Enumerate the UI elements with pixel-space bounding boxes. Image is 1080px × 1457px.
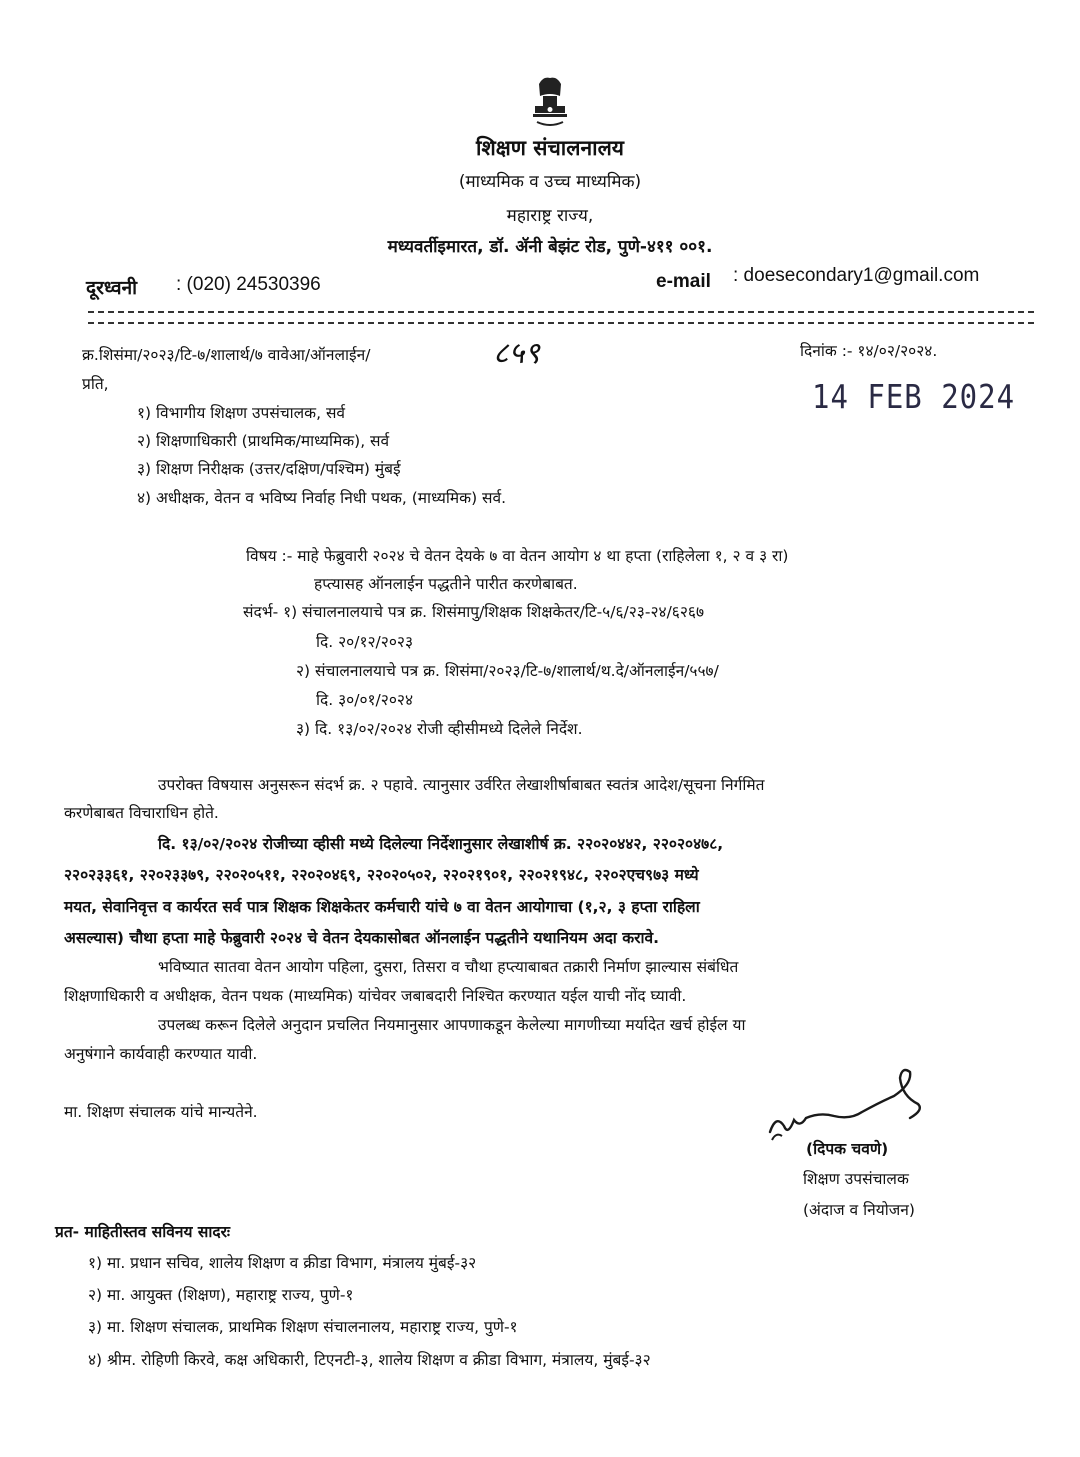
paragraph-line: मयत, सेवानिवृत्त व कार्यरत सर्व पात्र शिक्षक शिक्षकेतर कर्मचारी यांचे ७ वा वेतन आयोगाचा (१,२, ३ हप्ता राहिला: [64, 898, 700, 916]
reference-date: दि. २०/१२/२०२३: [316, 633, 414, 651]
phone-number: : (020) 24530396: [176, 274, 321, 295]
reference-number: क्र.शिसंमा/२०२३/टि-७/शालार्थ/७ वावेआ/ऑनलाईन/: [82, 346, 371, 364]
paragraph-line: करणेबाबत विचाराधिन होते.: [64, 804, 219, 822]
subject-line: विषय :- माहे फेब्रुवारी २०२४ चे वेतन देयके ७ वा वेतन आयोग ४ था हप्ता (राहिलेला १, २ व ३ रा): [246, 547, 789, 565]
paragraph-line: २२०२३३६१, २२०२३३७९, २२०२०५११, २२०२०४६९, २२०२०५०२, २२०२१९०१, २२०२१९४८, २२०२एच९७३ मध्ये: [64, 866, 699, 884]
paragraph-line: शिक्षणाधिकारी व अधीक्षक, वेतन पथक (माध्यमिक) यांचेवर जबाबदारी निश्चित करण्यात यईल याची नोंद घ्यावी.: [64, 987, 687, 1005]
email-address: : doesecondary1@gmail.com: [733, 265, 980, 286]
recipient-item: ४) अधीक्षक, वेतन व भविष्य निर्वाह निधी पथक, (माध्यमिक) सर्व.: [137, 489, 507, 507]
reference-item: ३) दि. १३/०२/२०२४ रोजी व्हीसीमध्ये दिलेले निर्देश.: [296, 720, 583, 738]
paragraph-line: उपलब्ध करून दिलेले अनुदान प्रचलित नियमानुसार आपणाकडून केलेल्या मागणीच्या मर्यादेत खर्च होईल या: [158, 1016, 746, 1034]
recipient-item: १) विभागीय शिक्षण उपसंचालक, सर्व: [137, 404, 346, 422]
recipient-item: २) शिक्षणाधिकारी (प्राथमिक/माध्यमिक), सर्व: [137, 432, 390, 450]
paragraph-line: अनुषंगाने कार्यवाही करण्यात यावी.: [64, 1045, 258, 1063]
paragraph-line: दि. १३/०२/२०२४ रोजीच्या व्हीसी मध्ये दिलेल्या निर्देशानुसार लेखाशीर्ष क्र. २२०२०४४२, २२०२०४७८,: [158, 835, 724, 853]
paragraph-line: भविष्यात सातवा वेतन आयोग पहिला, दुसरा, तिसरा व चौथा हप्त्याबाबत तक्रारी निर्माण झाल्यास संबंधित: [158, 958, 739, 976]
signatory-name: (दिपक चवणे): [806, 1140, 889, 1158]
copy-item: २) मा. आयुक्त (शिक्षण), महाराष्ट्र राज्य, पुणे-१: [88, 1286, 354, 1304]
reference-date: दि. ३०/०१/२०२४: [316, 691, 414, 709]
phone-label: दूरध्वनी: [86, 278, 138, 299]
approval-note: मा. शिक्षण संचालक यांचे मान्यतेने.: [64, 1103, 258, 1121]
subject-line: हप्त्यासह ऑनलाईन पद्धतीने पारीत करणेबाबत.: [314, 575, 578, 593]
recipient-item: ३) शिक्षण निरीक्षक (उत्तर/दक्षिण/पश्चिम) मुंबई: [137, 460, 401, 478]
state-emblem-icon: [527, 74, 573, 132]
copy-item: ३) मा. शिक्षण संचालक, प्राथमिक शिक्षण संचालनालय, महाराष्ट्र राज्य, पुणे-१: [88, 1318, 518, 1336]
paragraph-line: असल्यास) चौथा हप्ता माहे फेब्रुवारी २०२४ चे वेतन देयकासोबत ऑनलाईन पद्धतीने यथानियम अदा करावे.: [64, 929, 659, 947]
divider-line: [88, 322, 1034, 324]
reference-item: २) संचालनालयाचे पत्र क्र. शिसंमा/२०२३/टि-७/शालार्थ/थ.दे/ऑनलाईन/५५७/: [296, 662, 719, 680]
office-division: (माध्यमिक व उच्च माध्यमिक): [458, 172, 642, 192]
office-state: महाराष्ट्र राज्य,: [506, 206, 594, 226]
office-address: मध्यवर्तीइमारत, डॉ. ॲनी बेझंट रोड, पुणे-४११ ००१.: [387, 237, 713, 257]
handwritten-number: ८५९: [493, 336, 540, 371]
signatory-section: (अंदाज व नियोजन): [803, 1201, 915, 1219]
reference-item: संदर्भ- १) संचालनालयाचे पत्र क्र. शिसंमापु/शिक्षक शिक्षकेतर/टि-५/६/२३-२४/६२६७: [243, 603, 705, 621]
to-label: प्रति,: [82, 375, 109, 393]
copy-label: प्रत- माहितीस्तव सविनय सादरः: [55, 1223, 231, 1241]
office-title: शिक्षण संचालनालय: [476, 136, 624, 160]
date-stamp: 14 FEB 2024: [812, 377, 1016, 417]
letter-date: दिनांक :- १४/०२/२०२४.: [800, 342, 938, 360]
email-label: e-mail: [656, 271, 711, 292]
copy-item: ४) श्रीम. रोहिणी किरवे, कक्ष अधिकारी, टिएनटी-३, शालेय शिक्षण व क्रीडा विभाग, मंत्रालय, मुंबई-३२: [88, 1351, 651, 1369]
divider-line: [88, 311, 1034, 313]
paragraph-line: उपरोक्त विषयास अनुसरून संदर्भ क्र. २ पहावे. त्यानुसार उर्वरित लेखाशीर्षाबाबत स्वतंत्र आदेश/सूचना निर्गमित: [158, 776, 765, 794]
copy-item: १) मा. प्रधान सचिव, शालेय शिक्षण व क्रीडा विभाग, मंत्रालय मुंबई-३२: [88, 1254, 477, 1272]
signatory-designation: शिक्षण उपसंचालक: [803, 1170, 909, 1188]
